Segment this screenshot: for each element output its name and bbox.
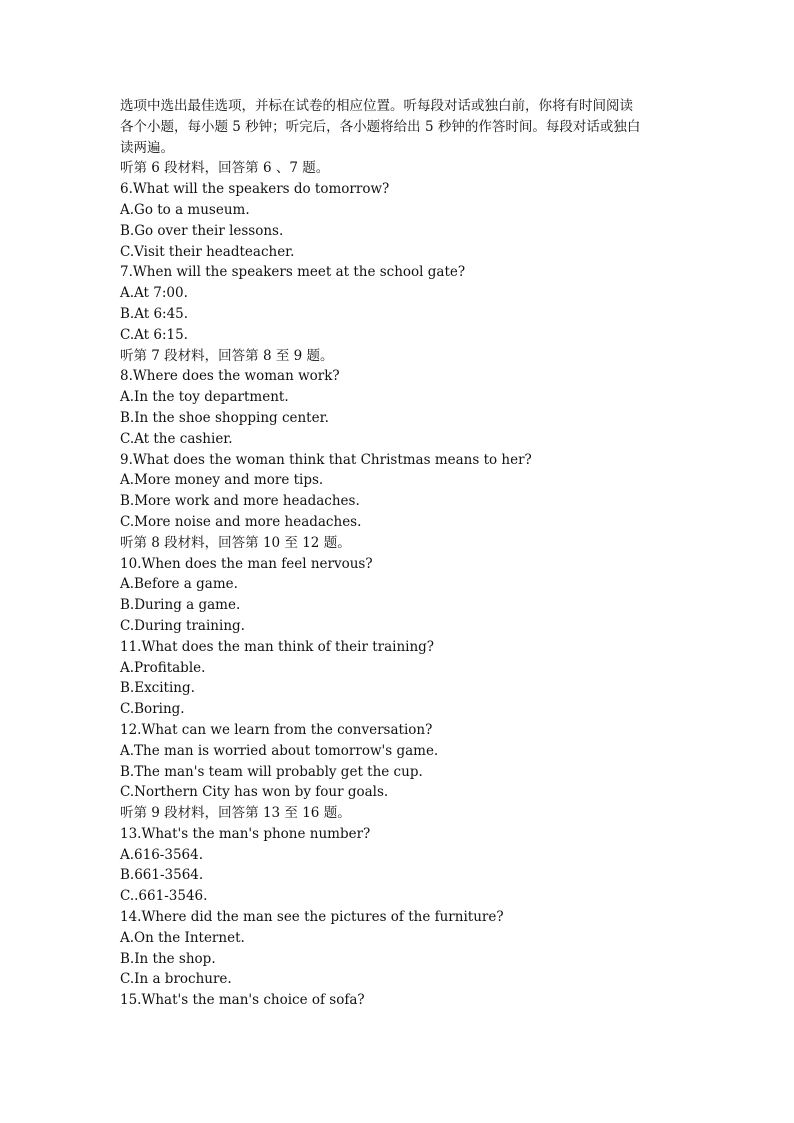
option-text: B.In the shop.	[120, 950, 216, 967]
document-body	[120, 96, 680, 1011]
question-text: 7.When will the speakers meet at the school gate?	[120, 264, 466, 281]
section-heading: 听第 9 段材料，回答第 13 至 16 题。	[120, 805, 351, 822]
option-text: A.Before a game.	[120, 576, 238, 593]
section-heading: 听第 6 段材料，回答第 6 、7 题。	[120, 160, 330, 177]
question-text: 11.What does the man think of their training?	[120, 638, 435, 655]
option-text: A.More money and more tips.	[120, 472, 324, 489]
section-heading: 听第 7 段材料，回答第 8 至 9 题。	[120, 347, 334, 364]
question-text: 15.What's the man's choice of sofa?	[120, 992, 365, 1009]
option-text: A.In the toy department.	[120, 389, 289, 406]
option-text: C.Visit their headteacher.	[120, 243, 295, 260]
option-text: C.More noise and more headaches.	[120, 513, 362, 530]
option-text: C.At 6:15.	[120, 326, 188, 343]
section-heading: 听第 8 段材料，回答第 10 至 12 题。	[120, 534, 351, 551]
question-text: 6.What will the speakers do tomorrow?	[120, 181, 390, 198]
question-text: 8.Where does the woman work?	[120, 368, 340, 385]
option-text: A.At 7:00.	[120, 285, 188, 302]
option-text: B.During a game.	[120, 597, 241, 614]
option-text: B.In the shoe shopping center.	[120, 409, 329, 426]
option-text: C.At the cashier.	[120, 430, 233, 447]
option-text: C..661-3546.	[120, 888, 208, 905]
question-text: 13.What's the man's phone number?	[120, 825, 371, 842]
question-text: 14.Where did the man see the pictures of the furniture?	[120, 909, 504, 926]
option-text: C.In a brochure.	[120, 971, 232, 988]
question-text: 9.What does the woman think that Christmas means to her?	[120, 451, 532, 468]
intro-line: 读两遍。	[120, 139, 174, 156]
option-text: A.On the Internet.	[120, 929, 245, 946]
option-text: B.The man's team will probably get the cup.	[120, 763, 423, 780]
option-text: B.Exciting.	[120, 680, 195, 697]
option-text: A.The man is worried about tomorrow's game.	[120, 742, 439, 759]
intro-line: 各个小题，每小题 5 秒钟；听完后，各小题将给出 5 秒钟的作答时间。每段对话或独白	[120, 118, 641, 135]
option-text: B.At 6:45.	[120, 305, 189, 322]
option-text: B.More work and more headaches.	[120, 493, 360, 510]
option-text: A.616-3564.	[120, 846, 204, 863]
option-text: A.Profitable.	[120, 659, 206, 676]
option-text: C.During training.	[120, 617, 245, 634]
option-text: C.Boring.	[120, 701, 185, 718]
option-text: A.Go to a museum.	[120, 201, 250, 218]
question-text: 12.What can we learn from the conversation?	[120, 721, 433, 738]
intro-line: 选项中选出最佳选项，并标在试卷的相应位置。听每段对话或独白前，你将有时间阅读	[120, 98, 633, 114]
intro-paragraph	[120, 96, 680, 158]
option-text: B.661-3564.	[120, 867, 204, 884]
option-text: B.Go over their lessons.	[120, 222, 284, 239]
question-text: 10.When does the man feel nervous?	[120, 555, 373, 572]
option-text: C.Northern City has won by four goals.	[120, 784, 389, 801]
